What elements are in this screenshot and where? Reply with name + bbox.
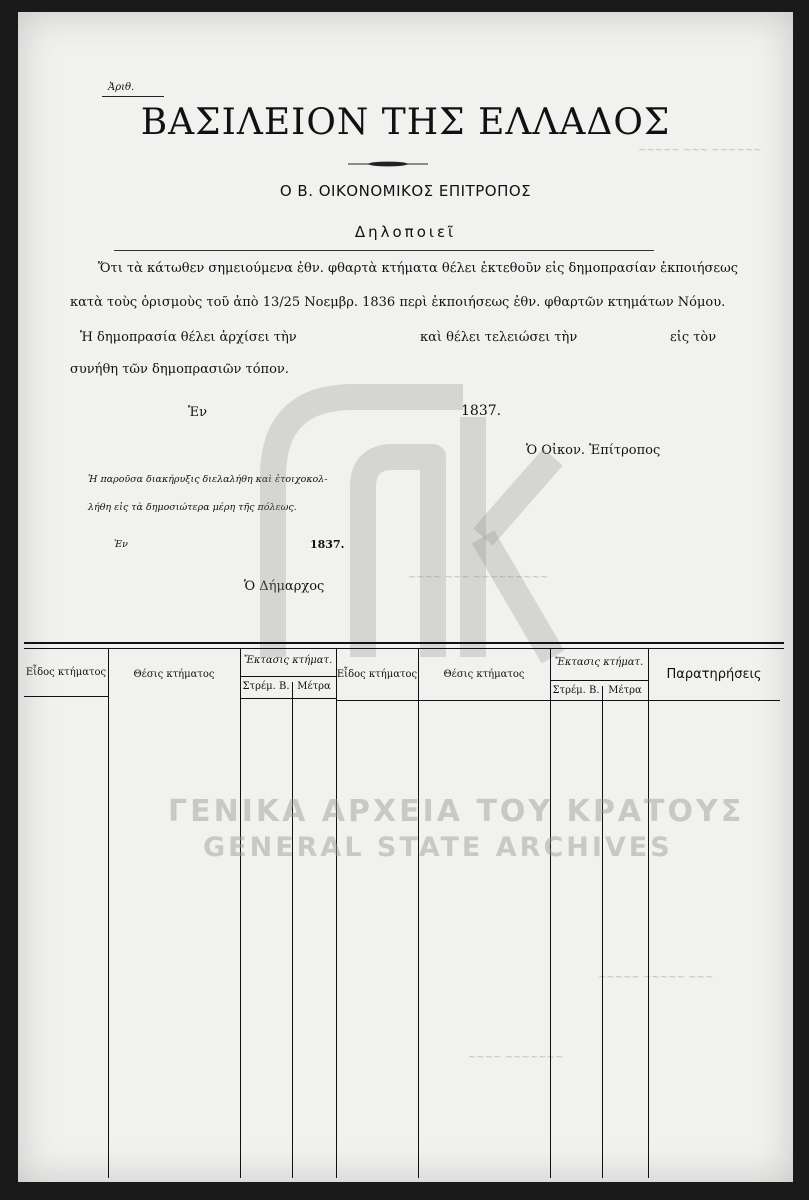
column-divider (550, 648, 551, 1178)
col-position-header: Θέσις κτήματος (133, 669, 215, 680)
col-notes-header: Παρατηρήσεις (666, 667, 762, 682)
column-divider (418, 648, 419, 1178)
watermark-english: GENERAL STATE ARCHIVES (203, 832, 673, 863)
col-stremmata-header: Στρέμ. Β. (242, 681, 290, 692)
column-divider (240, 648, 241, 1178)
notice-place-label: Ἐν (114, 539, 128, 550)
column-divider (292, 682, 293, 1178)
col-kind2-header: Εἶδος κτήματος (336, 669, 418, 680)
document-subtitle: Ο Β. ΟΙΚΟΝΟΜΙΚΟΣ ΕΠΙΤΡΟΠΟΣ (279, 182, 532, 200)
body-line-3a: Ἡ δημοπρασία θέλει ἀρχίσει τὴν (80, 330, 297, 345)
bleed-through-text: ~~~~ ~~~~~~~ (468, 1052, 564, 1063)
document-title: ΒΑΣΙΛΕΙΟΝ ΤΗΣ ΕΛΛΑΔΟΣ (140, 102, 671, 143)
column-divider (108, 648, 109, 1178)
notice-line-2: λήθη εἰς τὰ δημοσιώτερα μέρη τῆς πόλεως. (88, 502, 297, 513)
bleed-through-text: ~~~~~ ~~~ ~~~~~~ (638, 145, 762, 156)
col-stremmata2-header: Στρέμ. Β. (552, 685, 600, 696)
header-rule (114, 250, 654, 251)
watermark-greek: ΓΕΝΙΚΑ ΑΡΧΕΙΑ ΤΟΥ ΚΡΑΤΟΥΣ (168, 794, 745, 829)
bleed-through-text: ~~~~ ~~~ ~~~~~~~~~ (408, 572, 549, 583)
table-top-rule-inner (24, 648, 784, 649)
number-underline (102, 96, 164, 97)
table-top-rule (24, 642, 784, 644)
place-label: Ἐν (188, 405, 207, 420)
signatory-label: Ὁ Οἰκον. Ἐπίτροπος (526, 443, 661, 458)
declares-heading: Δηλοποιεῖ (354, 223, 457, 241)
header-bottom-rule (336, 700, 780, 701)
number-label: Ἀριθ. (108, 82, 135, 93)
bleed-through-text: ~~~~~ ~~~~~ ~~~ (598, 972, 714, 983)
column-divider (336, 648, 337, 1178)
body-line-3b: καὶ θέλει τελειώσει τὴν (420, 330, 578, 345)
extent2-sub-rule (550, 680, 648, 681)
col-position2-header: Θέσις κτήματος (443, 669, 525, 680)
extent-sub-rule (240, 676, 336, 677)
body-line-1: Ὅτι τὰ κάτωθεν σημειούμενα ἐθν. φθαρτὰ κτήματα θέλει ἐκτεθοῦν εἰς δημοπρασίαν ἐκποιήσεως (98, 261, 738, 276)
body-line-4: συνήθη τῶν δημοπρασιῶν τόπον. (70, 362, 289, 377)
col-extent-header: Ἔκτασις κτήματ. (243, 655, 333, 666)
col-metra2-header: Μέτρα (608, 685, 642, 696)
header-bottom-rule (240, 698, 336, 699)
body-line-3c: εἰς τὸν (670, 330, 717, 345)
ornament-divider (348, 161, 428, 167)
notice-year: 1837. (310, 538, 345, 551)
body-line-2: κατὰ τοὺς ὁρισμοὺς τοῦ ἀπὸ 13/25 Νοεμβρ. 1836 περὶ ἐκποιήσεως ἐθν. φθαρτῶν κτημάτων Νόμου. (70, 295, 726, 310)
header-bottom-rule (24, 696, 108, 697)
column-divider (602, 686, 603, 1178)
col-metra-header: Μέτρα (297, 681, 331, 692)
year-label: 1837. (461, 403, 502, 419)
col-extent2-header: Ἔκτασις κτήματ. (554, 657, 644, 668)
col-kind-header: Εἶδος κτήματος (25, 667, 107, 678)
column-divider (648, 648, 649, 1178)
mayor-label: Ὁ Δήμαρχος (244, 579, 325, 594)
notice-line-1: Ἡ παροῦσα διακήρυξις διελαλήθη καὶ ἐτοιχοκολ- (88, 474, 328, 485)
archive-logo-watermark (233, 357, 573, 687)
document-sheet (18, 12, 793, 1182)
